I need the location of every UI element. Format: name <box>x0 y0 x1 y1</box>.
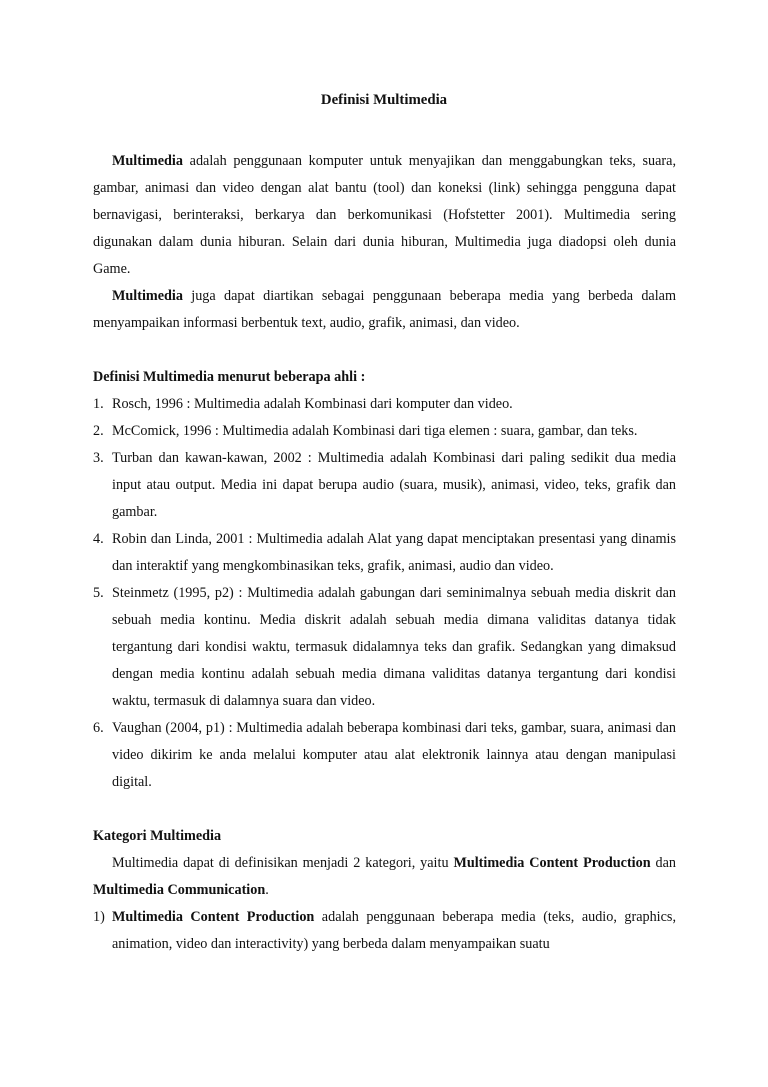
list-item <box>93 715 676 796</box>
paragraph-text: juga dapat diartikan sebagai penggunaan beberapa media yang berbeda dalam menyampaikan informasi berbentuk text, audio, grafik, animasi, dan video. <box>93 288 676 331</box>
item-text: Turban dan kawan-kawan, 2002 : Multimedia adalah Kombinasi dari paling sedikit dua media input atau output. Media ini dapat berupa audio (suara, musik), animasi, video, teks, grafik dan gambar. <box>112 450 676 520</box>
categories-heading: Kategori Multimedia <box>93 828 222 844</box>
item-number: 5. <box>93 585 104 601</box>
list-item <box>93 391 676 418</box>
list-item <box>93 904 676 958</box>
document-body <box>93 148 676 958</box>
item-text: Vaughan (2004, p1) : Multimedia adalah beberapa kombinasi dari teks, gambar, suara, animasi dan video dikirim ke anda melalui komputer atau alat elektronik lainnya atau dengan manipulasi digital. <box>112 720 676 790</box>
paragraph-text: adalah penggunaan komputer untuk menyajikan dan menggabungkan teks, suara, gambar, animasi dan video dengan alat bantu (tool) dan koneksi (link) sehingga pengguna dapat bernavigasi, berinteraksi, berkarya dan berkomunikasi (Hofstetter 2001). Multimedia sering digunakan dalam dunia hiburan. Selain dari dunia hiburan, Multimedia juga diadopsi oleh dunia Game. <box>93 153 676 277</box>
term-bold: Multimedia Communication <box>93 882 266 898</box>
item-text: adalah penggunaan beberapa media (teks, audio, graphics, animation, video dan interactivity) yang berbeda dalam menyampaikan suatu <box>112 909 676 952</box>
categories-intro <box>93 850 676 904</box>
list-item <box>93 580 676 715</box>
paragraph-text: dan <box>650 855 676 871</box>
item-number: 2. <box>93 423 104 439</box>
term-bold: Multimedia Content Production <box>453 855 651 871</box>
categories-list <box>93 904 676 958</box>
intro-paragraph-2 <box>93 283 676 337</box>
term-bold: Multimedia <box>112 153 183 169</box>
list-item <box>93 445 676 526</box>
item-text: Rosch, 1996 : Multimedia adalah Kombinasi dari komputer dan video. <box>112 396 513 412</box>
experts-list <box>93 391 676 796</box>
page-title: Definisi Multimedia <box>320 92 448 108</box>
item-text: McComick, 1996 : Multimedia adalah Kombinasi dari tiga elemen : suara, gambar, dan teks. <box>112 423 638 439</box>
item-number: 6. <box>93 720 104 736</box>
paragraph-text: Multimedia dapat di definisikan menjadi 2 kategori, yaitu <box>112 855 454 871</box>
item-number: 4. <box>93 531 104 547</box>
intro-paragraph-1 <box>93 148 676 283</box>
list-item <box>93 526 676 580</box>
term-bold: Multimedia <box>112 288 183 304</box>
term-bold: Multimedia Content Production <box>112 909 315 925</box>
list-item <box>93 418 676 445</box>
item-number: 3. <box>93 450 104 466</box>
item-text: Robin dan Linda, 2001 : Multimedia adalah Alat yang dapat menciptakan presentasi yang dinamis dan interaktif yang mengkombinasikan teks, grafik, animasi, audio dan video. <box>112 531 676 574</box>
item-text: Steinmetz (1995, p2) : Multimedia adalah gabungan dari seminimalnya sebuah media diskrit dan sebuah media kontinu. Media diskrit adalah sebuah media dimana validitas datanya tidak tergantung dari kondisi waktu, termasuk didalamnya teks dan grafik. Sedangkan yang dimaksud dengan media kontinu adalah sebuah media dimana validitas datanya tergantung dari kondisi waktu, termasuk di dalamnya suara dan video. <box>112 585 676 709</box>
experts-heading: Definisi Multimedia menurut beberapa ahli : <box>93 369 366 385</box>
paragraph-text: . <box>265 882 269 898</box>
item-number: 1. <box>93 396 104 412</box>
item-number: 1) <box>93 909 105 925</box>
